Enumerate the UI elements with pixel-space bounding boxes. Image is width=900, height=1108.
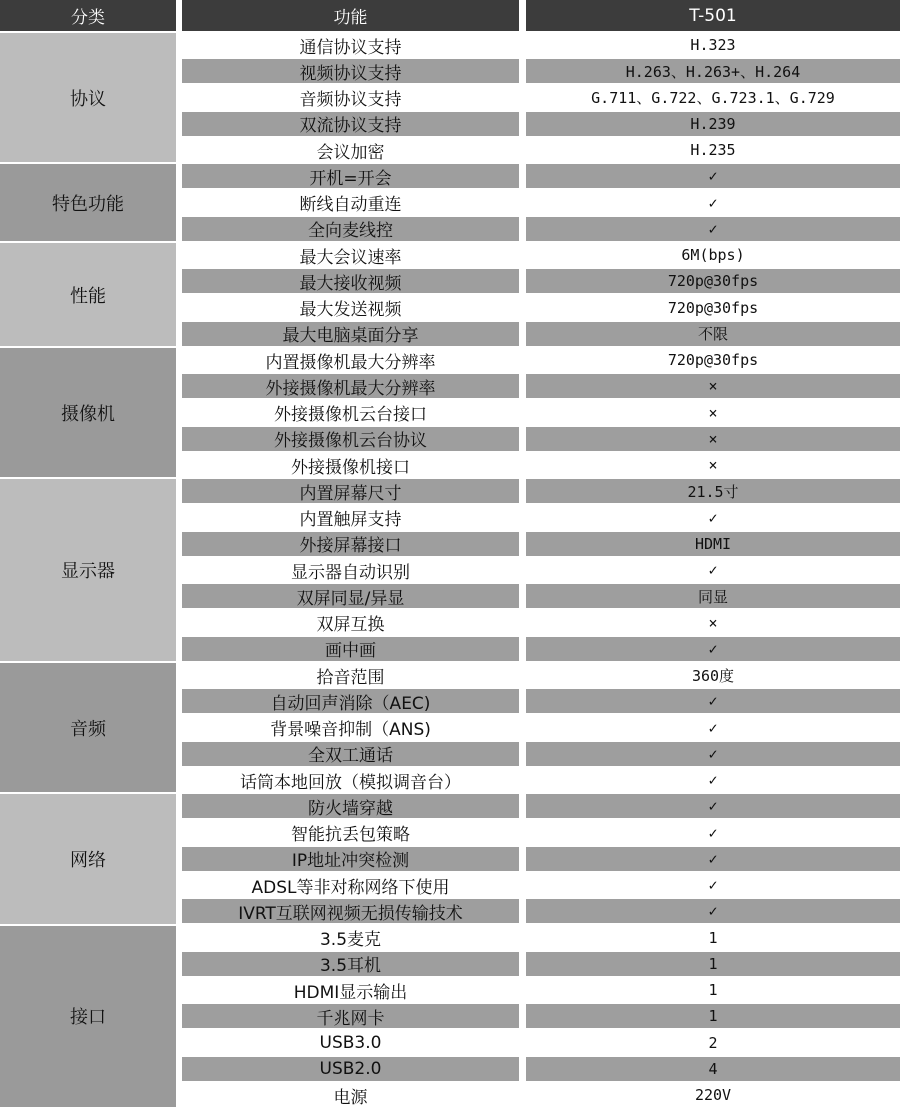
value-cell: ✓ <box>526 847 900 871</box>
feature-cell: 外接摄像机云台接口 <box>274 405 427 425</box>
feature-cell: IVRT互联网视频无损传输技术 <box>182 899 519 923</box>
category-cell: 特色功能 <box>0 164 176 241</box>
value-cell: ✓ <box>526 217 900 241</box>
feature-cell: 最大接收视频 <box>182 269 519 293</box>
feature-cell: 画中画 <box>182 637 519 661</box>
feature-cell: 外接屏幕接口 <box>182 532 519 556</box>
value-cell: 6M(bps) <box>681 246 745 264</box>
feature-cell: 内置触屏支持 <box>299 510 402 530</box>
value-cell: 220V <box>694 1086 732 1104</box>
feature-cell: 会议加密 <box>316 142 385 163</box>
value-cell: 1 <box>526 952 900 976</box>
category-cell: 协议 <box>0 33 176 162</box>
value-cell: ✓ <box>708 876 718 894</box>
feature-cell: 电源 <box>333 1087 368 1108</box>
feature-cell: USB3.0 <box>319 1032 382 1053</box>
value-cell: H.263、H.263+、H.264 <box>526 59 900 83</box>
feature-cell: 通信协议支持 <box>299 37 402 58</box>
value-cell: HDMI <box>526 532 900 556</box>
value-cell: ✓ <box>526 794 900 818</box>
feature-cell: 外接摄像机云台协议 <box>182 427 519 451</box>
value-cell: × <box>708 456 718 474</box>
value-cell: 1 <box>526 1004 900 1028</box>
value-cell: ✓ <box>526 689 900 713</box>
feature-cell: 最大会议速率 <box>299 247 402 268</box>
feature-cell: 自动回声消除（AEC) <box>182 689 519 713</box>
feature-cell: 外接摄像机最大分辨率 <box>182 374 519 398</box>
value-cell: ✓ <box>708 771 718 789</box>
value-cell: ✓ <box>526 164 900 188</box>
feature-cell: 最大电脑桌面分享 <box>182 322 519 346</box>
feature-cell: 外接摄像机接口 <box>291 457 410 478</box>
feature-cell: 全向麦线控 <box>182 217 519 241</box>
value-cell: ✓ <box>526 637 900 661</box>
feature-cell: USB2.0 <box>182 1057 519 1081</box>
value-cell: 720p@30fps <box>526 269 900 293</box>
header-function: 功能 <box>182 0 519 31</box>
value-cell: 360度 <box>691 666 735 685</box>
value-cell: 21.5寸 <box>526 479 900 503</box>
feature-cell: 音频协议支持 <box>299 90 402 110</box>
value-cell: ✓ <box>708 823 718 842</box>
feature-cell: 全双工通话 <box>182 742 519 766</box>
feature-cell: 双屏互换 <box>316 615 385 635</box>
value-cell: ✓ <box>708 193 718 212</box>
value-cell: G.711、G.722、G.723.1、G.729 <box>591 89 835 107</box>
value-cell: × <box>708 613 718 632</box>
feature-cell: 内置摄像机最大分辨率 <box>265 352 436 373</box>
feature-cell: 双流协议支持 <box>182 112 519 136</box>
feature-cell: 内置屏幕尺寸 <box>182 479 519 503</box>
value-cell: ✓ <box>708 561 718 579</box>
value-cell: × <box>526 427 900 451</box>
feature-cell: 视频协议支持 <box>182 59 519 83</box>
value-cell: 1 <box>708 928 718 947</box>
category-cell: 摄像机 <box>0 348 176 477</box>
feature-cell: 话筒本地回放（模拟调音台） <box>240 772 461 793</box>
value-cell: H.235 <box>690 141 736 159</box>
value-cell: 不限 <box>526 322 900 346</box>
feature-cell: 防火墙穿越 <box>182 794 519 818</box>
feature-cell: ADSL等非对称网络下使用 <box>251 877 450 898</box>
feature-cell: 智能抗丢包策略 <box>291 825 410 845</box>
feature-cell: 背景噪音抑制（ANS) <box>270 720 431 740</box>
feature-cell: 3.5耳机 <box>182 952 519 976</box>
value-cell: 同显 <box>526 584 900 608</box>
category-cell: 音频 <box>0 663 176 792</box>
feature-cell: 显示器自动识别 <box>291 562 410 583</box>
category-cell: 性能 <box>0 243 176 346</box>
category-cell: 显示器 <box>0 479 176 661</box>
value-cell: ✓ <box>526 742 900 766</box>
feature-cell: IP地址冲突检测 <box>182 847 519 871</box>
category-cell: 接口 <box>0 926 176 1108</box>
value-cell: × <box>708 403 718 422</box>
value-cell: ✓ <box>708 508 718 527</box>
value-cell: H.239 <box>526 112 900 136</box>
feature-cell: HDMI显示输出 <box>293 982 408 1003</box>
feature-cell: 3.5麦克 <box>319 930 382 950</box>
value-cell: 1 <box>708 981 718 999</box>
header-model: T-501 <box>526 0 900 31</box>
feature-cell: 最大发送视频 <box>299 300 402 320</box>
value-cell: H.323 <box>690 36 736 54</box>
feature-cell: 双屏同显/异显 <box>182 584 519 608</box>
value-cell: ✓ <box>526 899 900 923</box>
feature-cell: 千兆网卡 <box>182 1004 519 1028</box>
feature-cell: 开机=开会 <box>182 164 519 188</box>
category-cell: 网络 <box>0 794 176 923</box>
value-cell: 2 <box>708 1033 718 1052</box>
feature-cell: 断线自动重连 <box>299 195 402 215</box>
value-cell: 4 <box>526 1057 900 1081</box>
value-cell: 720p@30fps <box>667 351 759 369</box>
value-cell: ✓ <box>708 718 718 737</box>
value-cell: × <box>526 374 900 398</box>
feature-cell: 拾音范围 <box>316 667 385 688</box>
header-category: 分类 <box>0 0 176 31</box>
value-cell: 720p@30fps <box>667 298 759 317</box>
